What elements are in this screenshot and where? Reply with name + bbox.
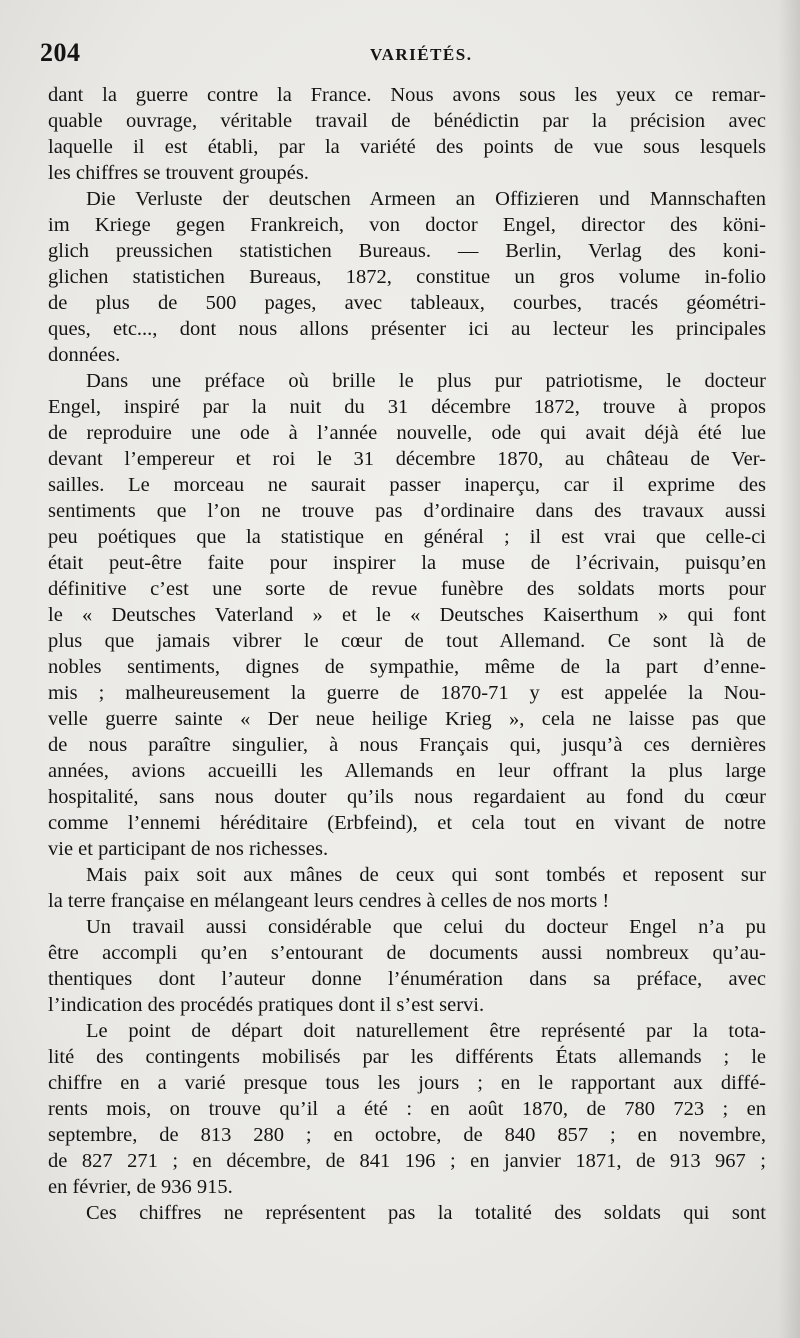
text-line: être accompli qu’en s’entourant de documents aussi nombreux qu’au-	[48, 942, 766, 964]
body-text	[48, 82, 766, 1226]
text-line: l’indication des procédés pratiques dont il s’est servi.	[48, 994, 485, 1016]
text-line: thentiques dont l’auteur donne l’énumération dans sa préface, avec	[48, 968, 766, 990]
text-line: Ces chiffres ne représentent pas la totalité des soldats qui sont	[86, 1202, 766, 1224]
text-line: rents mois, on trouve qu’il a été : en août 1870, de 780 723 ; en	[48, 1098, 766, 1120]
text-line: comme l’ennemi héréditaire (Erbfeind), et cela tout en vivant de notre	[48, 812, 766, 834]
text-line: septembre, de 813 280 ; en octobre, de 840 857 ; en novembre,	[48, 1124, 766, 1146]
text-line: Die Verluste der deutschen Armeen an Offizieren und Mannschaften	[86, 188, 766, 210]
text-line: plus que jamais vibrer le cœur de tout Allemand. Ce sont là de	[48, 630, 766, 652]
text-line: mis ; malheureusement la guerre de 1870-71 y est appelée la Nou-	[48, 682, 766, 704]
text-line: Engel, inspiré par la nuit du 31 décembre 1872, trouve à propos	[48, 396, 766, 418]
text-line: le « Deutsches Vaterland » et le « Deutsches Kaiserthum » qui font	[48, 604, 766, 626]
text-line: nobles sentiments, dignes de sympathie, même de la part d’enne-	[48, 656, 766, 678]
text-line: lité des contingents mobilisés par les différents États allemands ; le	[48, 1046, 766, 1068]
text-line: de nous paraître singulier, à nous Français qui, jusqu’à ces dernières	[48, 734, 766, 756]
text-line: en février, de 936 915.	[48, 1176, 233, 1198]
text-line: Dans une préface où brille le plus pur patriotisme, le docteur	[86, 370, 766, 392]
page-gutter-shadow	[778, 0, 800, 1338]
text-line: était peut-être faite pour inspirer la muse de l’écrivain, puisqu’en	[48, 552, 766, 574]
text-line: de 827 271 ; en décembre, de 841 196 ; en janvier 1871, de 913 967 ;	[48, 1150, 766, 1172]
text-line: vie et participant de nos richesses.	[48, 838, 329, 860]
text-line: sailles. Le morceau ne saurait passer inaperçu, car il exprime des	[48, 474, 766, 496]
text-line: velle guerre sainte « Der neue heilige Krieg », cela ne laisse pas que	[48, 708, 766, 730]
page-number: 204	[40, 38, 81, 67]
text-line: sentiments que l’on ne trouve pas d’ordinaire dans des travaux aussi	[48, 500, 766, 522]
text-line: Le point de départ doit naturellement être représenté par la tota-	[86, 1020, 766, 1042]
text-line: la terre française en mélangeant leurs cendres à celles de nos morts !	[48, 890, 610, 912]
text-line: données.	[48, 344, 121, 366]
page-header	[40, 38, 765, 78]
text-line: glichen statistichen Bureaus, 1872, constitue un gros volume in-folio	[48, 266, 766, 288]
text-line: glich preussichen statistichen Bureaus. — Berlin, Verlag des koni-	[48, 240, 766, 262]
text-line: de plus de 500 pages, avec tableaux, courbes, tracés géométri-	[48, 292, 766, 314]
text-line: laquelle il est établi, par la variété des points de vue sous lesquels	[48, 136, 766, 158]
text-line: chiffre en a varié presque tous les jours ; en le rapportant aux diffé-	[48, 1072, 766, 1094]
text-line: im Kriege gegen Frankreich, von doctor Engel, director des köni-	[48, 214, 766, 236]
text-line: ques, etc..., dont nous allons présenter ici au lecteur les principales	[48, 318, 766, 340]
text-line: devant l’empereur et roi le 31 décembre 1870, au château de Ver-	[48, 448, 766, 470]
text-line: peu poétiques que la statistique en général ; il est vrai que celle-ci	[48, 526, 766, 548]
text-line: années, avions accueilli les Allemands en leur offrant la plus large	[48, 760, 766, 782]
text-line: quable ouvrage, véritable travail de bénédictin par la précision avec	[48, 110, 766, 132]
text-line: les chiffres se trouvent groupés.	[48, 162, 309, 184]
text-line: hospitalité, sans nous douter qu’ils nous regardaient au fond du cœur	[48, 786, 766, 808]
running-head: VARIÉTÉS.	[370, 45, 473, 64]
text-line: dant la guerre contre la France. Nous avons sous les yeux ce remar-	[48, 84, 766, 106]
text-line: définitive c’est une sorte de revue funèbre des soldats morts pour	[48, 578, 766, 600]
text-line: Un travail aussi considérable que celui du docteur Engel n’a pu	[86, 916, 766, 938]
text-line: Mais paix soit aux mânes de ceux qui sont tombés et reposent sur	[86, 864, 766, 886]
text-line: de reproduire une ode à l’année nouvelle, ode qui avait déjà été lue	[48, 422, 766, 444]
